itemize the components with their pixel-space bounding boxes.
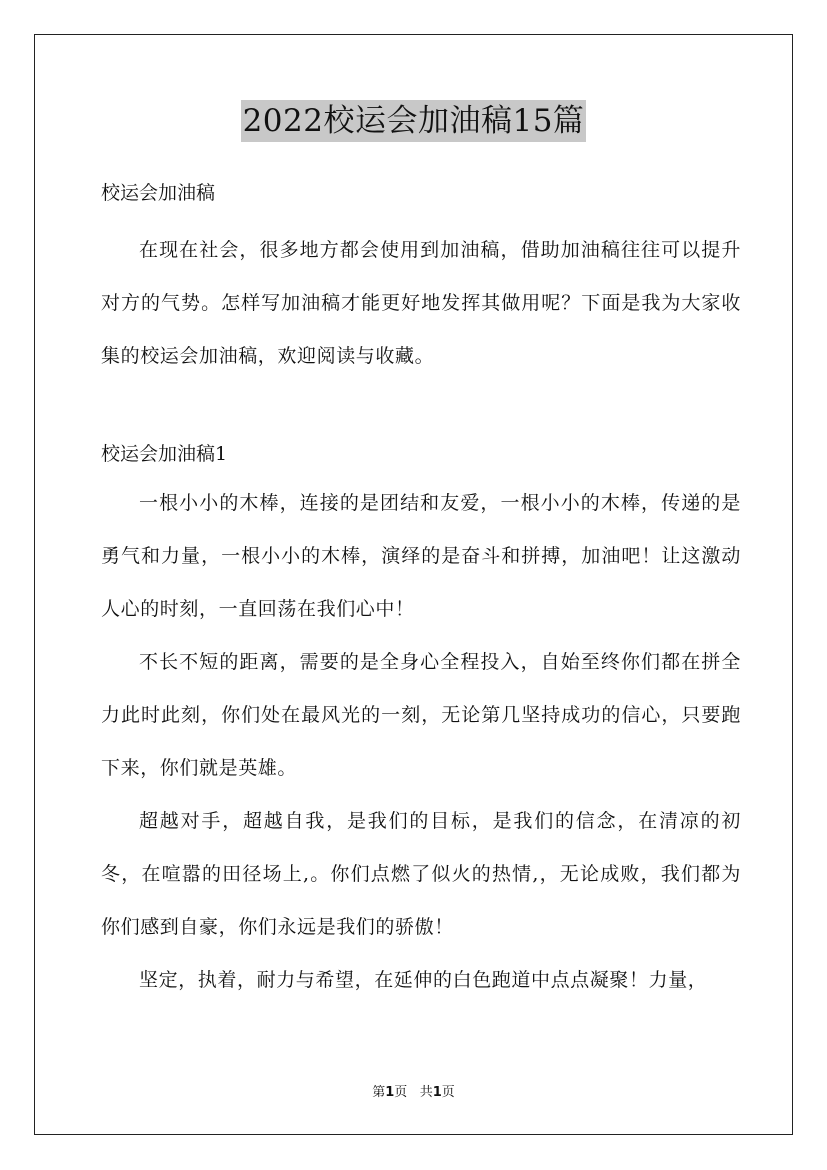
intro-paragraph: 在现在社会，很多地方都会使用到加油稿，借助加油稿往往可以提升对方的气势。怎样写加油稿才能更好地发挥其做用呢？下面是我为大家收集的校运会加油稿，欢迎阅读与收藏。 <box>101 239 741 367</box>
paragraph-1: 一根小小的木棒，连接的是团结和友爱，一根小小的木棒，传递的是勇气和力量，一根小小的木棒，演绎的是奋斗和拼搏，加油吧！让这激动人心的时刻，一直回荡在我们心中！ <box>101 492 741 620</box>
paragraph-2: 不长不短的距离，需要的是全身心全程投入，自始至终你们都在拼全力此时此刻，你们处在最风光的一刻，无论第几坚持成功的信心，只要跑下来，你们就是英雄。 <box>101 651 741 779</box>
title-container <box>0 100 827 142</box>
document-title: 2022校运会加油稿15篇 <box>241 100 587 142</box>
footer-page-current: 1 <box>385 1085 395 1100</box>
paragraph-4: 坚定，执着，耐力与希望，在延伸的白色跑道中点点凝聚！力量， <box>139 969 708 991</box>
footer-page-total: 1 <box>432 1085 442 1100</box>
section-heading-1: 校运会加油稿1 <box>101 443 228 465</box>
document-body <box>101 170 741 1007</box>
paragraph-3: 超越对手，超越自我，是我们的目标，是我们的信念，在清凉的初冬，在喧嚣的田径场上,。你们点燃了似火的热情,，无论成败，我们都为你们感到自豪，你们永远是我们的骄傲！ <box>101 810 741 938</box>
page-footer <box>0 1084 827 1102</box>
section-spacer <box>101 383 741 433</box>
footer-page-prefix: 第 <box>372 1085 386 1100</box>
footer-page-mid: 页 共 <box>394 1085 433 1100</box>
section-heading-intro: 校运会加油稿 <box>101 182 216 204</box>
footer-page-suffix: 页 <box>441 1085 455 1100</box>
